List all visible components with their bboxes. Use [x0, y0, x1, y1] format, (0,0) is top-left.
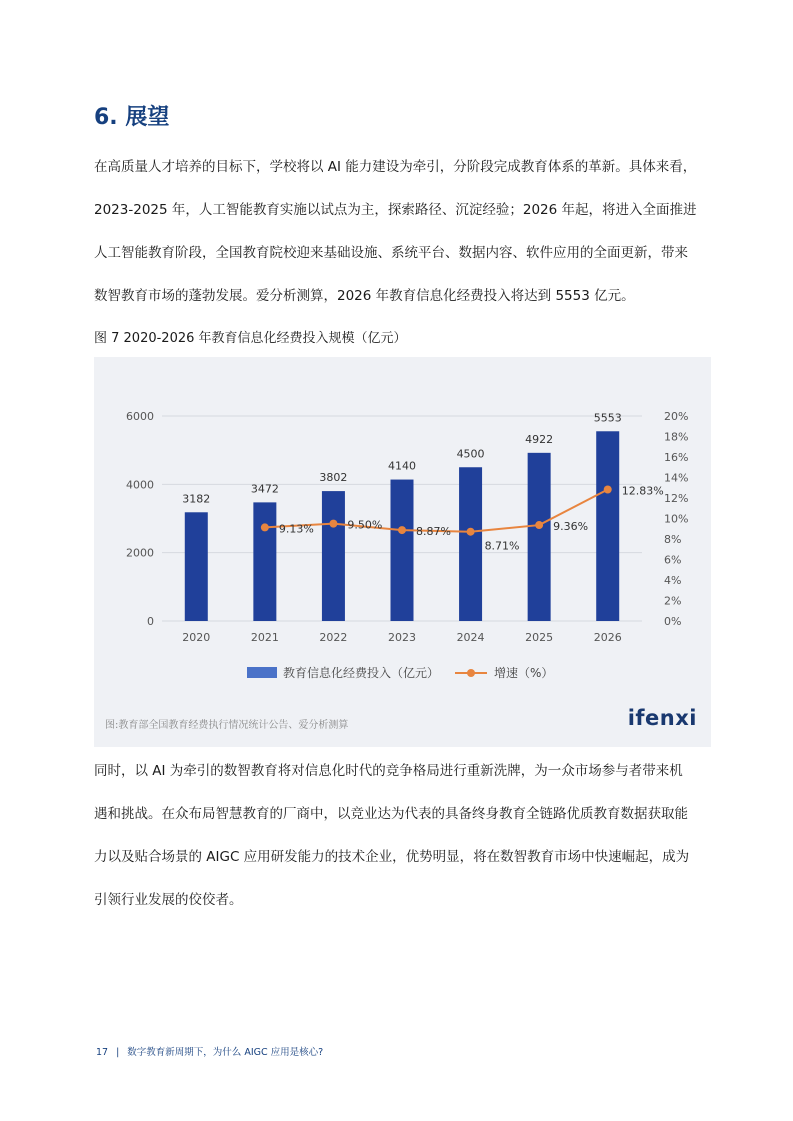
- growth-point: [535, 521, 543, 529]
- figure-source: 图:教育部全国教育经费执行情况统计公告、爱分析测算: [105, 720, 349, 731]
- page-number: 17: [96, 1047, 109, 1058]
- growth-point: [604, 485, 612, 493]
- y-right-tick-label: 8%: [664, 533, 682, 546]
- y-left-tick-label: 4000: [126, 478, 154, 492]
- closing-line: 力以及贴合场景的 AIGC 应用研发能力的技术企业，优势明显，将在数智教育市场中快速崛起，成为: [94, 849, 690, 865]
- x-tick-label: 2021: [250, 631, 279, 644]
- x-tick-label: 2020: [182, 631, 211, 644]
- intro-line: 数智教育市场的蓬勃发展。爱分析测算，2026 年教育信息化经费投入将达到 5553 亿元。: [94, 288, 635, 304]
- growth-value-label: 9.13%: [278, 522, 314, 536]
- legend-bar-swatch: [247, 667, 277, 678]
- y-right-tick-label: 14%: [664, 471, 689, 485]
- y-left-tick-label: 2000: [126, 546, 154, 560]
- x-tick-label: 2022: [319, 631, 348, 644]
- bar-value-label: 3182: [182, 492, 211, 506]
- x-tick-label: 2025: [525, 631, 554, 644]
- y-right-tick-label: 0%: [664, 615, 682, 628]
- page-footer: [96, 1044, 323, 1058]
- figure-caption: 图 7 2020-2026 年教育信息化经费投入规模（亿元）: [94, 331, 407, 346]
- y-right-tick-label: 6%: [664, 553, 682, 567]
- growth-point: [329, 520, 337, 528]
- growth-value-label: 9.36%: [553, 520, 589, 534]
- y-right-tick-label: 20%: [664, 410, 689, 423]
- intro-line: 人工智能教育阶段，全国教育院校迎来基础设施、系统平台、数据内容、软件应用的全面更新，带来: [94, 245, 688, 261]
- bar: [185, 512, 208, 621]
- bar-value-label: 4500: [456, 447, 485, 461]
- bar-value-label: 3472: [250, 482, 279, 496]
- y-right-tick-label: 4%: [664, 574, 682, 587]
- y-right-tick-label: 2%: [664, 594, 682, 608]
- bar: [253, 502, 276, 621]
- y-left-tick-label: 0: [147, 615, 154, 628]
- growth-point: [261, 523, 269, 531]
- growth-value-label: 9.50%: [347, 518, 383, 532]
- legend-line-marker: [467, 669, 475, 677]
- closing-line: 引领行业发展的佼佼者。: [94, 892, 243, 908]
- intro-line: 2023-2025 年，人工智能教育实施以试点为主，探索路径、沉淀经验；2026 年起，将进入全面推进: [94, 202, 697, 218]
- bar: [528, 453, 551, 621]
- y-right-tick-label: 16%: [664, 451, 689, 464]
- bar-value-label: 5553: [593, 411, 622, 425]
- bar: [459, 467, 482, 621]
- bar: [391, 480, 414, 621]
- closing-line: 同时，以 AI 为牵引的数智教育将对信息化时代的竞争格局进行重新洗牌，为一众市场参与者带来机: [94, 763, 683, 779]
- intro-line: 在高质量人才培养的目标下，学校将以 AI 能力建设为牵引，分阶段完成教育体系的革新。具体来看，: [94, 159, 697, 175]
- intro-paragraph: [94, 146, 704, 318]
- y-right-tick-label: 10%: [664, 512, 689, 526]
- x-tick-label: 2023: [388, 631, 416, 644]
- growth-value-label: 8.87%: [416, 525, 451, 539]
- bar-value-label: 4922: [525, 432, 554, 446]
- growth-value-label: 12.83%: [621, 484, 664, 498]
- bar-value-label: 3802: [319, 471, 348, 485]
- growth-point: [398, 526, 406, 534]
- footer-title: 数字教育新周期下，为什么 AIGC 应用是核心?: [127, 1047, 324, 1058]
- growth-value-label: 8.71%: [484, 539, 520, 553]
- closing-line: 遇和挑战。在众布局智慧教育的厂商中，以竞业达为代表的具备终身教育全链路优质教育数据获取能: [94, 806, 688, 822]
- y-right-tick-label: 12%: [664, 492, 689, 505]
- chart-panel: [94, 357, 711, 747]
- closing-paragraph: [94, 750, 704, 922]
- y-right-tick-label: 18%: [664, 430, 689, 444]
- ifenxi-logo: ifenxi: [627, 706, 697, 730]
- x-tick-label: 2026: [593, 631, 622, 644]
- legend-line-label: 增速（%）: [494, 666, 554, 680]
- legend-bar-label: 教育信息化经费投入（亿元）: [283, 666, 440, 680]
- bar-value-label: 4140: [388, 459, 416, 473]
- bar: [322, 491, 345, 621]
- x-tick-label: 2024: [456, 631, 485, 644]
- combo-chart: [94, 357, 711, 747]
- growth-point: [467, 528, 475, 536]
- y-left-tick-label: 6000: [126, 410, 154, 423]
- footer-separator: |: [116, 1047, 120, 1058]
- section-heading: 6. 展望: [94, 105, 170, 130]
- bar: [596, 431, 619, 621]
